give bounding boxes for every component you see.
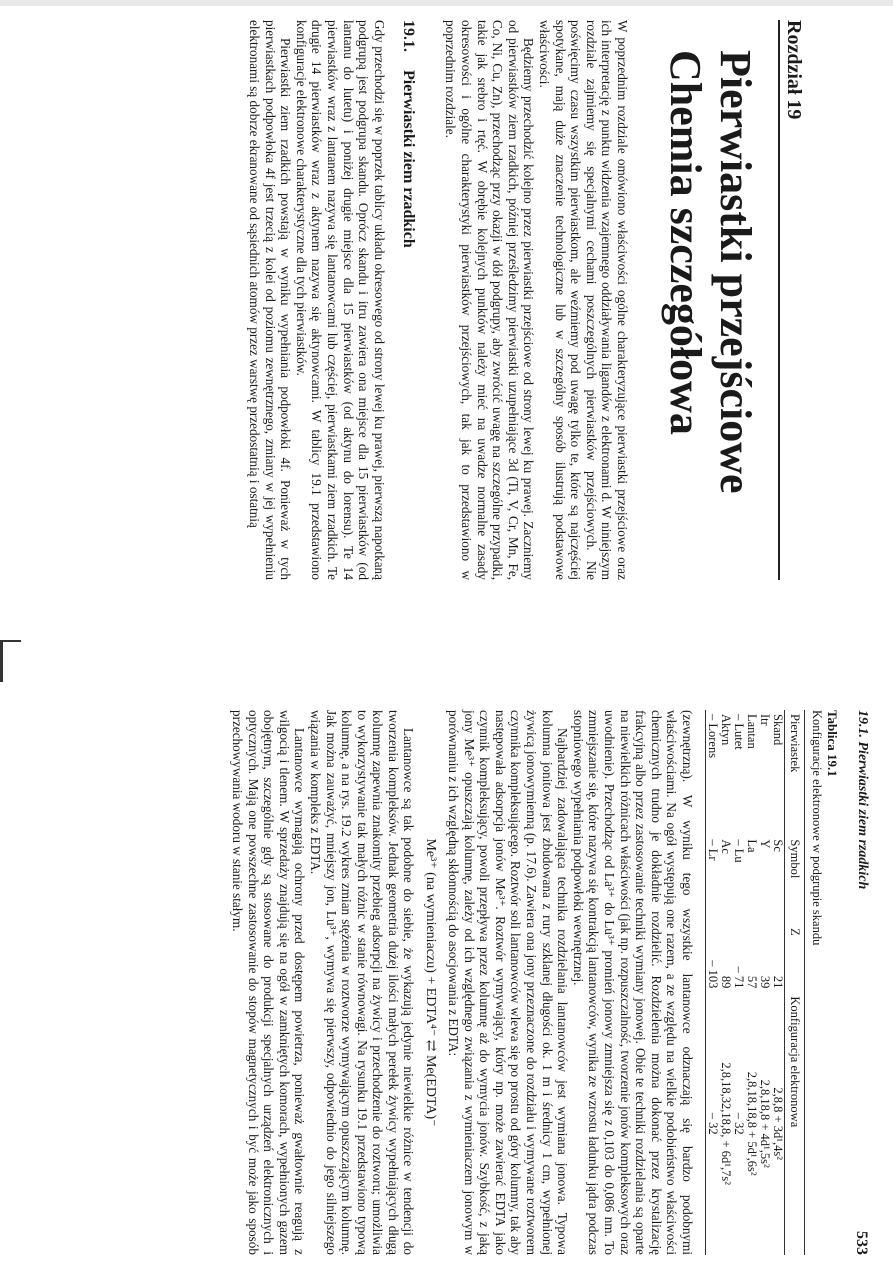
section-number: 19.1.: [399, 20, 417, 52]
table-cell: 2,8,18,8 + 4d¹,5s²: [758, 1079, 772, 1168]
section-heading: [399, 20, 417, 620]
table-caption: Konfiguracje elektronowe w podgrupie skandu: [810, 710, 824, 946]
table-cell: 57: [745, 975, 759, 989]
table-cell: Aktyn: [719, 714, 733, 746]
table-header-cell: Z: [785, 924, 805, 992]
table-cell: – Lutet: [732, 714, 746, 750]
table-cell: 89: [719, 975, 733, 989]
table-cell: – Lorens: [706, 710, 720, 835]
table-cell: 39: [758, 975, 772, 989]
table-row: [719, 710, 732, 1255]
table-cell: Itr: [758, 714, 772, 726]
table-cell: Sc: [771, 839, 785, 852]
table-header-row: [785, 710, 805, 1255]
chapter-title-line1: Pierwiastki przejściowe: [711, 50, 760, 494]
table-cell: 2,8,8 + 3d¹,4s²: [771, 1087, 785, 1160]
table-header-cell: Symbol: [785, 835, 805, 924]
chapter-title: [660, 50, 760, 620]
table-cell: – 71: [732, 966, 746, 989]
section-title: Pierwiastki ziem rzadkich: [399, 70, 417, 248]
table-cell: Y: [758, 839, 772, 849]
table-cell: 2,8,18,32,18,8, + 6d¹,7s²: [719, 1062, 733, 1185]
table-row: [745, 710, 758, 1255]
intro-paragraph-2: Będziemy przechodzić kolejno przez pierwiastki przejściowe od strony lewej ku prawej. Zaczniemy od pierwiastków ziem rzadkich, później prześledzimy pierwiastki uzupełniające 3d (Ti, V, Cr, Mn, Fe, Co, Ni, Cu, Zn), przechodząc przy okazji w dół podgrupy, aby zwrócić uwagę na szczególne przypadki, takie jak srebro i rtęć. W obrębie kolejnych punktów należy mieć na uwadze normalne zasady okresowości i ogólne charakterystyki pierwiastków przejściowych, tak jak to przedstawiono w poprzednim rozdziale.: [443, 20, 537, 580]
table-cell: – 32: [706, 992, 720, 1255]
table-cell: – Lr: [706, 835, 720, 924]
table-cell: – 32: [732, 1112, 746, 1135]
table-header-cell: Pierwiastek: [785, 710, 805, 835]
body-paragraph-3: Lantanowce są tak podobne do siebie, że wykazują jedynie niewielkie różnice w tendencji do tworzenia kompleksów. Jednak geometria dużej ilości małych perełek żywicy wypełniających długą kolumnę zapewnia znakomity przebieg adsorpcji na żywicy i przechodzenie do roztworu; umożliwia to wykorzystywanie tak małych różnic w stanie równowagi. Na rysunku 19.1 przedstawiono typową kolumnę, a na rys. 19.2 wykres zmian stężenia w roztworze wymywającym opuszczającym kolumnę. Jak można zauważyć, mniejszy jon, Lu³⁺, wymywa się pierwszy, odpowiednio do jego silniejszego wiązania w kompleks z EDTA.: [307, 710, 417, 1255]
body-paragraph-4: Lantanowce wymagają ochrony przed dostępem powietrza, ponieważ gwałtownie reagują z wilgocią i tlenem. W sprzedaży znajdują się na ogół w zamkniętych komorach, wypełnionych gazem obojętnym, szczególnie gdy są stosowane do produkcji specjalnych urządzeń elektronicznych i optycznych. Mają one powszechne zastosowanie do stopów magnetycznych i być może jako sposób przechowywania wodoru w stanie stałym.: [229, 710, 308, 1255]
table-cell: 21: [771, 975, 785, 989]
table-cell: 2,8,18,18,8 + 5d¹,6s²: [745, 1071, 759, 1176]
table-cell: Skand: [771, 714, 785, 746]
table-header-cell: Konfiguracja elektronowa: [785, 992, 805, 1255]
equilibrium-equation: Me³⁺ (na wymieniaczu) + EDTA⁴⁻ ⇄ Me(EDTA)⁻: [423, 838, 439, 1127]
table-cell: – Lu: [732, 839, 746, 863]
page-fold-mark: [0, 640, 21, 682]
intro-paragraph-1: W poprzednim rozdziale omówiono właściwości ogólne charakteryzujące pierwiastki przejściowe oraz ich interpretację z punktu widzenia wzajemnego oddziaływania ligandów z elektronami d. W niniejszym rozdziale zajmiemy się specjalnymi cechami poszczególnych pierwiastków przejściowych. Nie poświęcimy czasu wszystkim pierwiastkom, ale weźmiemy pod uwagę tylko te, które są najczęściej spotykane, mają duże znaczenie technologiczne lub w szczególny sposób ilustrują podstawowe właściwości.: [537, 20, 630, 580]
running-head: [852, 710, 870, 1255]
left-page: [15, 20, 805, 620]
chapter-label: Rozdział 19: [783, 20, 805, 120]
scan-top-edge: [0, 0, 893, 6]
section-paragraph-1: Gdy przechodzi się w poprzek tablicy układu okresowego od strony lewej ku prawej, pierwszą napotkaną podgrupą jest podgrupa skandu. Oprócz skandu i itru zawiera ona miejsce dla 15 pierwiastków (od lantanu do lutetu) i poniżej drugie miejsce dla 15 pierwiastków (od aktynu do lorensu). Te 14 pierwiastków wraz z lantanem nazywa się lantanowcami lub częściej, pierwiastkami ziem rzadkich. Te drugie 14 pierwiastków wraz z aktynem nazywa się aktynowcami. W tablicy 19.1 przedstawiono konfiguracje elektronowe charakterystyczne dla tych pierwiastków.: [293, 20, 387, 580]
configuration-table: [705, 710, 805, 1255]
chapter-title-line2: Chemia szczegółowa: [661, 50, 710, 435]
table-row: [771, 710, 785, 1255]
table-row: [758, 710, 771, 1255]
table-row: [706, 710, 720, 1255]
page-number: 533: [853, 1231, 870, 1255]
body-paragraph-1: (zewnętrzną). W wyniku tego wszystkie lantanowce odznaczają się bardzo podobnymi właściwościami. Na ogół występują one razem, a ze względu na wielkie podobieństwo właściwości chemicznych trudno je dokładnie rozdzielić. Rozdzielenia można dokonać przez krystalizację frakcyjną albo przez zastosowanie techniki wymiany jonowej. Obie te techniki rozdzielania są oparte na niewielkich różnicach właściwości (jak np. rozpuszczalność, tworzenie jonów kompleksowych oraz uwodnienie). Przechodząc od La³⁺ do Lu³⁺ promień jonowy zmniejsza się z 0,103 do 0,086 nm. To zmniejszanie się, które nazywa się kontrakcją lantanowców, wynika ze wzrostu ładunku jądra podczas stopniowego wypełniania podpowłoki wewnętrznej.: [570, 710, 695, 1255]
table-cell: Ac: [719, 839, 733, 854]
table-label: Tablica 19.1: [825, 710, 840, 777]
section-paragraph-2: Pierwiastki ziem rzadkich powstają w wyniku wypełniania podpowłoki 4f. Ponieważ w tych pierwiastkach podpowłoka 4f jest trzecią z kolei od poziomu zewnętrznego, zmiany w jej wypełnieniu elektronami są dobrze ekranowane od sąsiednich atomów przez warstwę przedostatnią i ostatnią: [247, 20, 294, 580]
table-row: [732, 710, 745, 1255]
table-cell: La: [745, 839, 759, 853]
body-paragraph-2: Najbardziej zadowalająca technika rozdzielania lantanowców jest wymiana jonowa. Typowa kolumna jonitowa jest zbudowana z rury szklanej długości ok. 1 m i średnicy 1 cm, wypełnionej żywicą jonowymienną (p. 17.6). Zawiera ona jony przeznaczone do rozdziału i wymywane roztworem czynnika kompleksującego. Roztwór soli lantanowców wlewa się po prostu od góry kolumny, tak aby następowała adsorpcja jonów Me³⁺. Roztwór wymywający, który np. może zawierać EDTA jako czynnik kompleksujący, powoli przepływa przez kolumnę aż do wymycia jonów. Szybkość, z jaką jony Me³⁺ opuszczają kolumnę, zależy od ich względnego związania z wymieniaczem jonowym w porównaniu z ich względną skłonnością do asocjowania z EDTA:: [446, 710, 571, 1255]
table-cell: Lantan: [745, 714, 759, 749]
table-cell: – 103: [706, 924, 720, 992]
right-page: [70, 710, 870, 1280]
running-head-title: 19.1. Pierwiastki ziem rzadkich: [855, 710, 870, 890]
chapter-rule: [778, 20, 780, 580]
